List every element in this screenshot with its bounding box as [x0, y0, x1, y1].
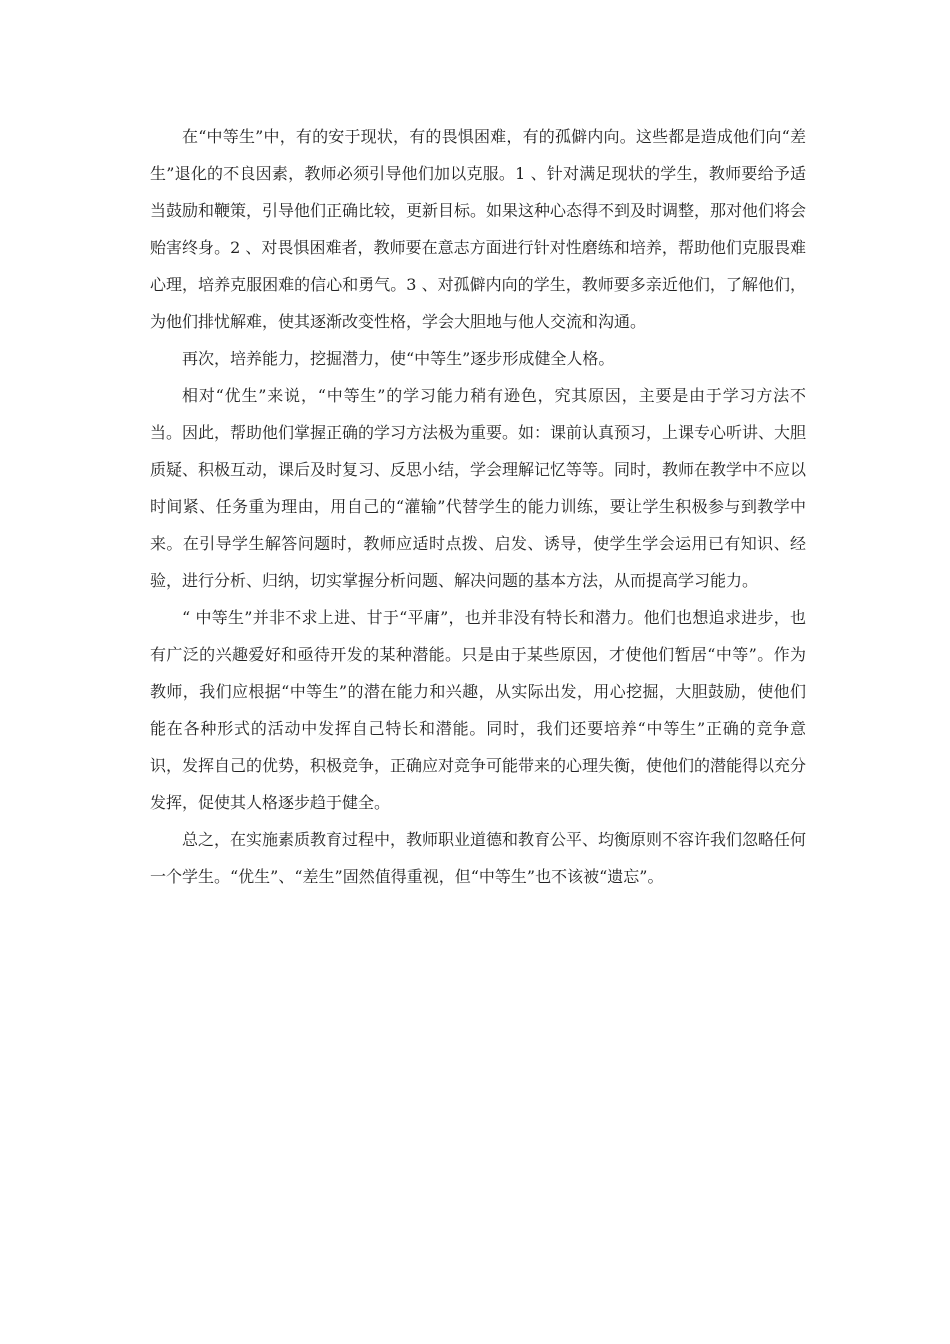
paragraph-develop-abilities-heading: 再次，培养能力，挖掘潜力，使“中等生”逐步形成健全人格。 — [182, 349, 615, 368]
paragraph-potential-and-competition: “ 中等生”并非不求上进、甘于“平庸”，也并非没有特长和潜力。他们也想追求进步，也有广泛的兴趣爱好和亟待开发的某种潜能。只是由于某些原因，才使他们暂居“中等”。作为教师，我们应根据“中等生”的潜在能力和兴趣，从实际出发，用心挖掘，大胆鼓励，使他们能在各种形式的活动中发挥自己特长和潜能。同时，我们还要培养“中等生”正确的竞争意识，发挥自己的优势，积极竞争，正确应对竞争可能带来的心理失衡，使他们的潜能得以充分发挥，促使其人格逐步趋于健全。 — [150, 608, 807, 812]
paragraph-learning-methods: 相对“优生”来说，“中等生”的学习能力稍有逊色，究其原因，主要是由于学习方法不当。因此，帮助他们掌握正确的学习方法极为重要。如：课前认真预习，上课专心听讲、大胆质疑、积极互动，课后及时复习、反思小结，学会理解记忆等等。同时，教师在教学中不应以时间紧、任务重为理由，用自己的“灌输”代替学生的能力训练，要让学生积极参与到教学中来。在引导学生解答问题时，教师应适时点拨、启发、诱导，使学生学会运用已有知识、经验，进行分析、归纳，切实掌握分析问题、解决问题的基本方法，从而提高学习能力。 — [150, 386, 807, 590]
paragraph-conclusion: 总之，在实施素质教育过程中，教师职业道德和教育公平、均衡原则不容许我们忽略任何一个学生。“优生”、“差生”固然值得重视，但“中等生”也不该被“遗忘”。 — [150, 830, 807, 886]
paragraph-overcoming-weaknesses: 在“中等生”中，有的安于现状，有的畏惧困难，有的孤僻内向。这些都是造成他们向“差生”退化的不良因素，教师必须引导他们加以克服。1 、针对满足现状的学生，教师要给予适当鼓励和鞭策，引导他们正确比较，更新目标。如果这种心态得不到及时调整，那对他们将会贻害终身。2 、对畏惧困难者，教师要在意志方面进行针对性磨练和培养，帮助他们克服畏难心理，培养克服困难的信心和勇气。3 、对孤僻内向的学生，教师要多亲近他们，了解他们，为他们排忧解难，使其逐渐改变性格，学会大胆地与他人交流和沟通。 — [150, 127, 807, 331]
document-body — [150, 118, 806, 895]
